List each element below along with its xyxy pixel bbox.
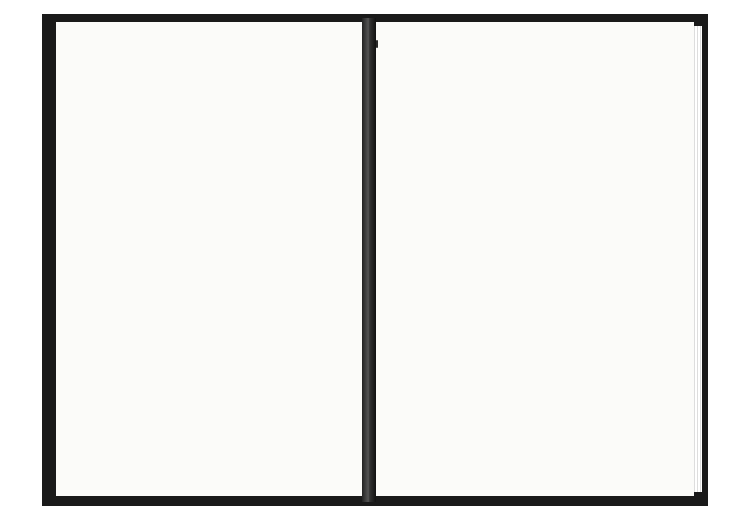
left-column-7	[205, 72, 226, 466]
right-column-13	[413, 34, 434, 456]
right-column-10	[476, 34, 497, 456]
left-column-1	[331, 72, 352, 466]
right-column-8	[518, 34, 539, 456]
left-column-10	[142, 72, 163, 466]
right-column-4	[602, 34, 623, 456]
right-column-1	[665, 34, 686, 456]
right-column-9	[497, 34, 518, 456]
left-column-4	[268, 72, 289, 466]
right-column-12	[434, 34, 455, 456]
right-column-3	[623, 34, 644, 456]
right-column-7	[539, 34, 560, 456]
left-column-3	[289, 72, 310, 466]
left-column-11	[121, 72, 142, 466]
left-column-9	[163, 72, 184, 466]
right-column-6	[560, 34, 581, 456]
left-column-6	[226, 72, 247, 466]
binding-gutter	[362, 18, 376, 502]
right-page-text	[384, 34, 686, 456]
page-stack-edge	[694, 26, 702, 492]
right-column-2	[644, 34, 665, 456]
left-page	[56, 22, 362, 496]
left-column-12	[100, 72, 121, 466]
left-page-text	[68, 72, 352, 466]
left-column-5	[247, 72, 268, 466]
right-page	[376, 22, 694, 496]
right-column-11	[455, 34, 476, 456]
scan-speck	[376, 40, 378, 48]
right-column-5	[581, 34, 602, 456]
left-column-2	[310, 72, 331, 466]
left-column-8	[184, 72, 205, 466]
